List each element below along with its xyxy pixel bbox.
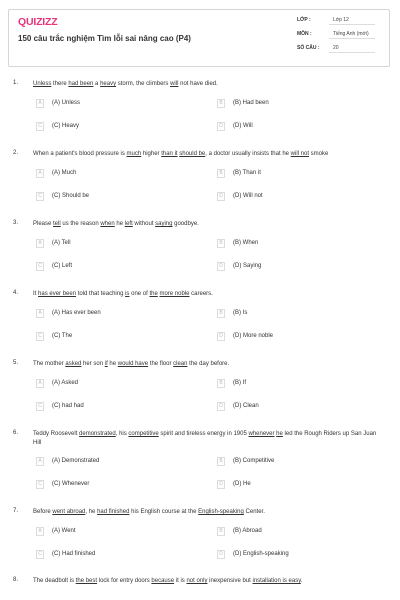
text-segment: not have died. bbox=[178, 81, 218, 87]
text-segment: without bbox=[132, 221, 156, 227]
text-segment: storm, the climbers bbox=[116, 81, 171, 87]
text-segment: lock for entry doors bbox=[97, 578, 152, 584]
option-letter-box: B bbox=[217, 527, 225, 536]
option-letter-box: B bbox=[217, 379, 225, 388]
option-text: (C) Should be bbox=[52, 193, 90, 199]
meta-count-label: SỐ CÂU : bbox=[297, 45, 320, 51]
option-text: (D) More noble bbox=[233, 333, 274, 339]
underlined-segment: asked bbox=[65, 361, 82, 367]
underlined-segment: than it bbox=[161, 151, 178, 157]
text-segment: his English course at the bbox=[129, 509, 199, 515]
option-letter-box: A bbox=[36, 239, 44, 248]
question-text bbox=[33, 80, 383, 89]
question-text bbox=[33, 508, 383, 517]
text-segment: , his bbox=[115, 431, 129, 437]
option-text: (B) When bbox=[233, 240, 259, 246]
text-segment: The deadbolt is bbox=[33, 578, 76, 584]
option-text: (A) Went bbox=[52, 528, 76, 534]
question-text bbox=[33, 577, 383, 586]
option-text: (D) English-speaking bbox=[233, 551, 289, 557]
underlined-segment: he bbox=[276, 431, 283, 437]
option-text: (C) had had bbox=[52, 403, 84, 409]
option-letter-box: B bbox=[217, 457, 225, 466]
underlined-segment: would have bbox=[117, 361, 149, 367]
underlined-segment: much bbox=[126, 151, 142, 157]
option-letter-box: A bbox=[36, 169, 44, 178]
underlined-segment: if bbox=[104, 361, 108, 367]
option-text: (C) Left bbox=[52, 263, 73, 269]
text-segment: goodbye. bbox=[172, 221, 199, 227]
option-text: (B) Is bbox=[233, 310, 248, 316]
option-letter-box: A bbox=[36, 309, 44, 318]
underlined-segment: tell bbox=[53, 221, 61, 227]
meta-class-label: LỚP : bbox=[297, 17, 311, 23]
option-text: (A) Has ever been bbox=[52, 310, 101, 316]
option-letter-box: D bbox=[217, 480, 225, 489]
underlined-segment: Unless bbox=[33, 81, 52, 87]
text-segment: the day before. bbox=[187, 361, 230, 367]
underlined-segment: not only bbox=[186, 578, 208, 584]
option-text: (D) Will not bbox=[233, 193, 263, 199]
text-segment: led the Rough Riders up San Juan Hill bbox=[33, 431, 377, 446]
underlined-segment: demonstrated bbox=[79, 431, 116, 437]
meta-class-value: Lớp 12 bbox=[333, 17, 349, 23]
text-segment: spirit and tireless energy in 1905 bbox=[158, 431, 249, 437]
text-segment: , a doctor usually insists that he bbox=[205, 151, 291, 157]
option-letter-box: A bbox=[36, 457, 44, 466]
option-text: (B) If bbox=[233, 380, 246, 386]
option-letter-box: D bbox=[217, 402, 225, 411]
text-segment: Teddy Roosevelt bbox=[33, 431, 80, 437]
meta-subject-value: Tiếng Anh (mới) bbox=[333, 31, 369, 37]
option-letter-box: A bbox=[36, 527, 44, 536]
text-segment: Please bbox=[33, 221, 54, 227]
option-text: (B) Abroad bbox=[233, 528, 262, 534]
meta-subject-label: MÔN : bbox=[297, 31, 312, 37]
text-segment: The mother bbox=[33, 361, 66, 367]
option-letter-box: B bbox=[217, 239, 225, 248]
text-segment: her son bbox=[81, 361, 105, 367]
option-text: (A) Asked bbox=[52, 380, 79, 386]
text-segment: higher bbox=[141, 151, 162, 157]
option-letter-box: B bbox=[217, 169, 225, 178]
underlined-segment: heavy bbox=[100, 81, 117, 87]
option-text: (B) Competitive bbox=[233, 458, 275, 464]
option-letter-box: D bbox=[217, 332, 225, 341]
option-text: (A) Unless bbox=[52, 100, 81, 106]
underlined-segment: will not bbox=[290, 151, 310, 157]
text-segment: a bbox=[93, 81, 101, 87]
question-number: 6. bbox=[13, 430, 19, 436]
option-letter-box: A bbox=[36, 379, 44, 388]
question-number: 5. bbox=[13, 360, 19, 366]
text-segment: careers. bbox=[189, 291, 213, 297]
option-text: (D) Will bbox=[233, 123, 253, 129]
option-text: (A) Much bbox=[52, 170, 77, 176]
underlined-segment: had been bbox=[68, 81, 94, 87]
option-letter-box: B bbox=[217, 99, 225, 108]
question-text bbox=[33, 150, 383, 159]
text-segment: he bbox=[114, 221, 125, 227]
option-text: (D) Clean bbox=[233, 403, 259, 409]
option-letter-box: D bbox=[217, 550, 225, 559]
underlined-segment: when bbox=[100, 221, 115, 227]
underlined-segment: the best bbox=[75, 578, 98, 584]
underlined-segment: installation is easy bbox=[252, 578, 301, 584]
option-letter-box: B bbox=[217, 309, 225, 318]
text-segment: told that teaching bbox=[76, 291, 126, 297]
option-text: (C) Whenever bbox=[52, 481, 90, 487]
option-letter-box: C bbox=[36, 262, 44, 271]
option-letter-box: C bbox=[36, 192, 44, 201]
text-segment: Center. bbox=[243, 509, 265, 515]
underlined-segment: the bbox=[149, 291, 158, 297]
question-number: 2. bbox=[13, 150, 19, 156]
underlined-segment: saying bbox=[155, 221, 173, 227]
question-number: 7. bbox=[13, 508, 19, 514]
question-number: 8. bbox=[13, 577, 19, 583]
option-letter-box: C bbox=[36, 332, 44, 341]
text-segment: it is bbox=[174, 578, 187, 584]
text-segment: smoke bbox=[309, 151, 329, 157]
underlined-segment: had finished bbox=[97, 509, 130, 515]
text-segment: . bbox=[300, 578, 303, 584]
underlined-segment: clean bbox=[173, 361, 188, 367]
question-text bbox=[33, 360, 383, 369]
worksheet-title: 150 câu trắc nghiệm Tìm lỗi sai nâng cao (P4) bbox=[18, 34, 191, 43]
option-text: (D) Saying bbox=[233, 263, 262, 269]
text-segment: Before bbox=[33, 509, 53, 515]
question-number: 4. bbox=[13, 290, 19, 296]
underlined-segment: went abroad bbox=[52, 509, 86, 515]
text-segment: inexpensive but bbox=[207, 578, 253, 584]
option-text: (A) Demonstrated bbox=[52, 458, 100, 464]
option-letter-box: D bbox=[217, 262, 225, 271]
underlined-segment: competitive bbox=[128, 431, 159, 437]
text-segment: there bbox=[51, 81, 69, 87]
underlined-segment: will bbox=[170, 81, 179, 87]
option-text: (C) Had finished bbox=[52, 551, 96, 557]
question-text bbox=[33, 220, 383, 229]
option-text: (D) He bbox=[233, 481, 251, 487]
underlined-segment: has ever been bbox=[38, 291, 77, 297]
option-text: (C) Heavy bbox=[52, 123, 80, 129]
option-letter-box: D bbox=[217, 192, 225, 201]
text-segment: , he bbox=[85, 509, 98, 515]
option-letter-box: C bbox=[36, 402, 44, 411]
underlined-segment: more noble bbox=[159, 291, 190, 297]
underlined-segment: should be bbox=[179, 151, 206, 157]
quizizz-logo: QUIZIZZ bbox=[18, 16, 58, 28]
option-letter-box: C bbox=[36, 550, 44, 559]
underlined-segment: left bbox=[124, 221, 133, 227]
meta-count-value: 20 bbox=[333, 45, 339, 51]
option-text: (B) Had been bbox=[233, 100, 269, 106]
option-letter-box: C bbox=[36, 480, 44, 489]
text-segment: us the reason bbox=[60, 221, 101, 227]
text-segment: he bbox=[107, 361, 118, 367]
option-text: (B) Than it bbox=[233, 170, 261, 176]
question-text bbox=[33, 430, 383, 447]
option-text: (A) Tell bbox=[52, 240, 71, 246]
option-text: (C) The bbox=[52, 333, 73, 339]
text-segment: one of bbox=[129, 291, 150, 297]
text-segment: the floor bbox=[148, 361, 174, 367]
underlined-segment: English-speaking bbox=[198, 509, 244, 515]
text-segment: It bbox=[33, 291, 39, 297]
option-letter-box: C bbox=[36, 122, 44, 131]
option-letter-box: D bbox=[217, 122, 225, 131]
underlined-segment: is bbox=[125, 291, 130, 297]
underlined-segment: because bbox=[151, 578, 175, 584]
text-segment: When a patient's blood pressure is bbox=[33, 151, 127, 157]
question-number: 3. bbox=[13, 220, 19, 226]
question-number: 1. bbox=[13, 80, 19, 86]
option-letter-box: A bbox=[36, 99, 44, 108]
question-text bbox=[33, 290, 383, 299]
underlined-segment: whenever bbox=[248, 431, 275, 437]
